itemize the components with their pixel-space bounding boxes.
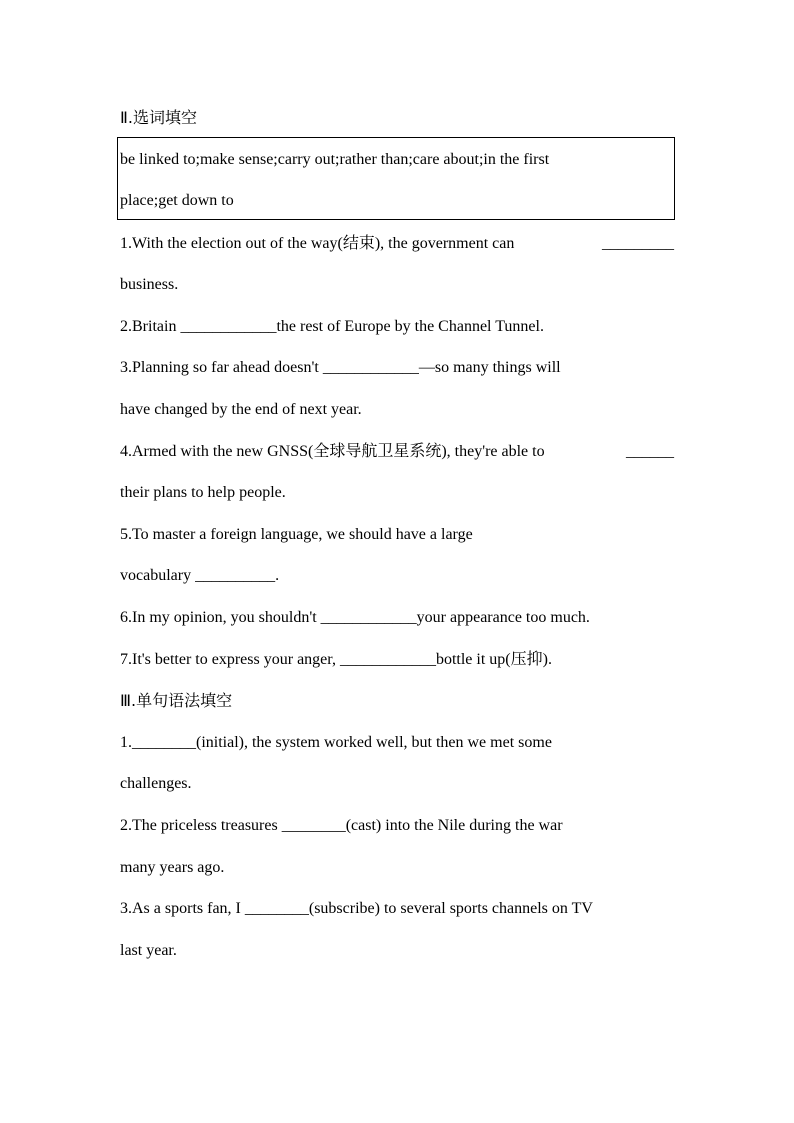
question-2-4-text: 4.Armed with the new GNSS(全球导航卫星系统), they're able to <box>120 443 545 460</box>
word-bank-line-1: be linked to;make sense;carry out;rather than;care about;in the first <box>120 151 550 168</box>
question-2-3-line-2: have changed by the end of next year. <box>120 401 362 418</box>
question-3-3-line-2: last year. <box>120 942 177 959</box>
question-2-3-line-1: 3.Planning so far ahead doesn't ____________—so many things will <box>120 359 561 376</box>
question-3-2-line-2: many years ago. <box>120 859 225 876</box>
question-3-2-line-1: 2.The priceless treasures ________(cast) into the Nile during the war <box>120 817 563 834</box>
question-2-1-line-2: business. <box>120 276 179 293</box>
question-2-5-line-1: 5.To master a foreign language, we should have a large <box>120 526 473 543</box>
word-bank-line-2: place;get down to <box>120 192 234 209</box>
question-2-4-line-1 <box>120 441 674 463</box>
question-2-5-line-2: vocabulary __________. <box>120 567 280 584</box>
question-2-1-text: 1.With the election out of the way(结束), the government can <box>120 235 515 252</box>
question-3-1-line-1: 1.________(initial), the system worked well, but then we met some <box>120 734 552 751</box>
question-2-7: 7.It's better to express your anger, ____________bottle it up(压抑). <box>120 651 552 668</box>
word-bank-box <box>117 137 675 220</box>
question-3-1-line-2: challenges. <box>120 775 192 792</box>
answer-blank: ______ <box>626 443 674 460</box>
question-2-1-line-1 <box>120 233 674 255</box>
question-2-6: 6.In my opinion, you shouldn't ____________your appearance too much. <box>120 609 590 626</box>
section-2-heading: Ⅱ.选词填空 <box>120 108 197 127</box>
question-2-2: 2.Britain ____________the rest of Europe by the Channel Tunnel. <box>120 318 544 335</box>
answer-blank: _________ <box>602 235 674 252</box>
question-3-3-line-1: 3.As a sports fan, I ________(subscribe) to several sports channels on TV <box>120 900 593 917</box>
section-3-heading: Ⅲ.单句语法填空 <box>120 691 233 710</box>
question-2-4-line-2: their plans to help people. <box>120 484 286 501</box>
